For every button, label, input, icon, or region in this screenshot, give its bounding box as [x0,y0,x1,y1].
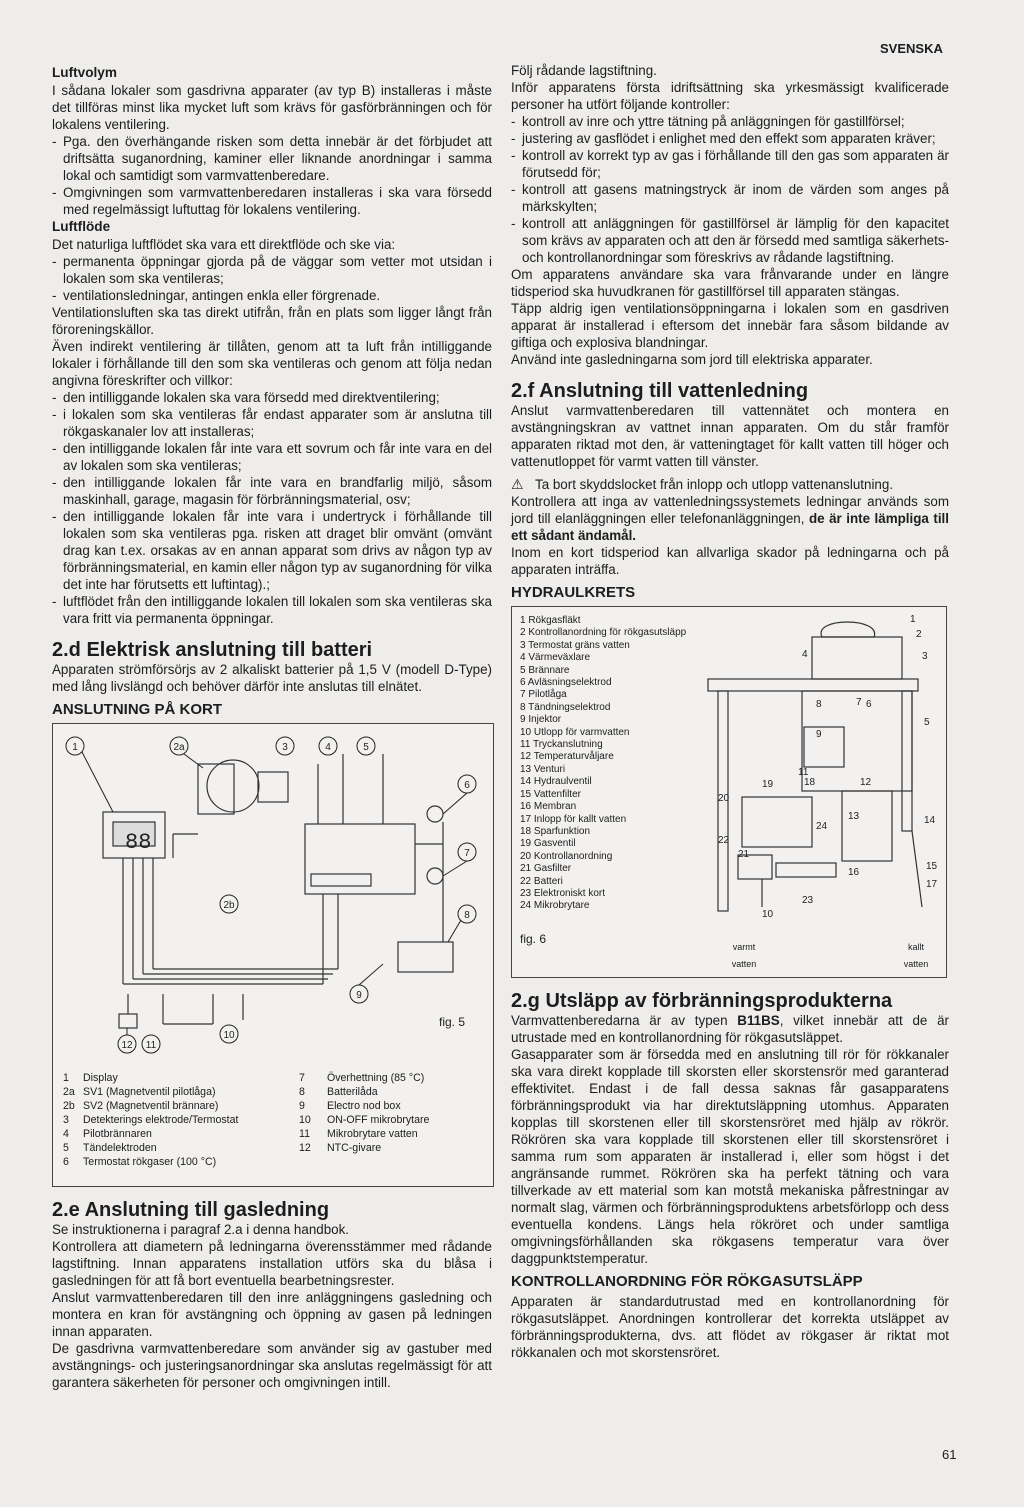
never-block-text: Täpp aldrig igen ventilationsöppningarna i lokalen som en gasdriven apparat är installerad i eftersom det innebär fara såsom bildande av giftiga och explosiva blandningar. [511,301,949,350]
luftvolym-heading: Luftvolym [52,65,117,80]
section-2f-title: 2.f Anslutning till vattenledning [511,380,809,402]
callout-2b: 2b [223,900,235,911]
luftflode-list [52,253,492,304]
legend-row: 2a SV1 (Magnetventil pilotlåga) 8 Batterilåda [63,1086,378,1098]
luftflode-heading: Luftflöde [52,219,111,234]
section-2f-paragraph: Inom en kort tidsperiod kan allvarliga skador på ledningarna och på apparaten inträffa. [511,545,949,577]
callout-17: 17 [926,879,938,890]
type-intro: Varmvattenberedarna är av typen [511,1013,738,1028]
hydraulkrets-heading: HYDRAULKRETS [511,584,636,601]
list-item: - kontroll av korrekt typ av gas i förhållande till den gas som apparaten är förutsedd för; [511,147,949,181]
heat-exchanger-top [812,637,902,679]
section-2g-paragraph: Apparaten är standardutrustad med en kontrollanordning för rökgasutsläppet. Anordningen kontrollerar det korrekta utsläppet av förbränningsprodukterna, dvs. att flödet av rökgaser är riktat mot rökkanalen och mot skorstensröret. [511,1294,949,1360]
legend-row: 6 Termostat rökgaser (100 °C) [63,1156,217,1168]
type-rest: , vilket innebär att de är utrustade med en kontrollanordning för rökgasutsläppet. [511,1013,949,1045]
list-item: - Pga. den överhängande risken som detta innebär är det förbjudet att driftsätta suganordning, kaminer eller liknande anordningar i samma lokal och samtidigt som varmvattenberedare. [52,133,492,184]
callout-1: 1 [72,742,78,753]
callout-12: 12 [121,1040,133,1051]
legend-item: 22 Batteri [520,875,563,887]
figure-5-legend [63,1071,483,1169]
legend-item: 4 Värmeväxlare [520,652,591,664]
callout-19: 19 [762,779,774,790]
figure-6-label: fig. 6 [520,932,547,946]
legend-item: 7 Pilotlåga [520,689,567,701]
gas-valve-coil [258,772,288,802]
follow-law-text: Följ rådande lagstiftning. [511,63,657,78]
section-2g-paragraph: Gasapparater som är försedda med en anslutning till rör för rökkanaler ska vara direkt kopplade till skorsten eller skorstensrör med garanterad effektivitet. Endast i de fall dessa saknas får gasapparatens förbränningsprodukt via har direktutsläppning utomhus. Apparaten kopplas till skorstenen eller till skorstensröret med hjälp av rökrör. Rökrören ska vara kopplade till skorstenen eller till skorstensröret i samma rum som apparaten är installerad i, eller som högst i det angränsande rummet. Rökrören ska ha perfekt tätning och vara tillverkade av ett material som kan motstå mekaniska påfrestningar av normalt slag, värmen och förbränningsproduktens arbetsförlopp och dess eventuella kondens. Längs hela rökröret och under samtliga omgivningsförhållanden ska rökgasens temperatur vara över daggpunktstemperatur. [511,1047,949,1266]
hydraulic-diagram-svg [512,607,946,977]
figure-5-label: fig. 5 [439,1015,466,1029]
page-number: 61 [942,1447,957,1462]
callout-2: 2 [916,629,922,640]
callout-13: 13 [848,811,860,822]
callout-5: 5 [363,742,369,753]
gas-valve-block [198,764,234,814]
legend-item: 16 Membran [520,801,577,813]
callout-20: 20 [718,793,730,804]
hot-water-label: varmt vatten [731,942,757,969]
section-2e-paragraph: Anslut varmvattenberedaren till den inre anläggningens gasledning och montera en kran för avstängning och öppning av gasen på ledningen innan apparaten. [52,1290,492,1339]
callout-11: 11 [145,1040,157,1051]
section-2d-title: 2.d Elektrisk anslutning till batteri [52,639,373,661]
callout-12: 12 [860,777,872,788]
callout-5: 5 [924,717,930,728]
right-column [511,62,949,1361]
anslutning-heading: ANSLUTNING PÅ KORT [52,701,222,718]
legend-item: 2 Kontrollanordning för rökgasutsläpp [520,627,687,639]
callout-15: 15 [926,861,938,872]
gas-valve-block [742,797,812,847]
section-2e-paragraph: Kontrollera att diametern på ledningarna överensstämmer med rådande lagstiftning. Innan apparatens installation utförs ska du blåsa i gasledningen för att få bort eventuella bearbetningsrester. [52,1239,492,1288]
callout-3: 3 [282,742,288,753]
callout-7: 7 [464,848,470,859]
electronic-board [776,863,836,877]
legend-item: 20 Kontrollanordning [520,850,613,862]
luftflode-intro: Det naturliga luftflödet ska vara ett direktflöde och ske via: [52,237,396,252]
section-2e-paragraph: Se instruktionerna i paragraf 2.a i denna handbok. [52,1222,350,1237]
list-item: - Omgivningen som varmvattenberedaren installeras i ska vara försedd med regelmässigt luftuttag för lokalens ventilering. [52,184,492,218]
section-2f-paragraph: Anslut varmvattenberedaren till vattennätet och montera en avstängningskran av vattnet innan apparaten. Om du står framför apparaten riktad mot den, är vatteningtaget för kallt vatten till höger och vattenutloppet för varmt vatten till vänster. [511,403,949,469]
type-code: B11BS [737,1013,780,1028]
luftflode-paragraph: Även indirekt ventilering är tillåten, genom att ta luft från intilliggande lokaler i förhållande till den som ska ventileras och genom att följa nedan angivna föreskrifter och villkor: [52,339,492,388]
list-item: - den intilliggande lokalen får inte vara en brandfarlig miljö, såsom maskinhall, garage, magasin för förbränningsmaterial, osv; [52,474,492,508]
callout-1: 1 [910,614,916,625]
callout-23: 23 [802,895,814,906]
display-digits: 88 [125,830,152,855]
section-2g-paragraph [511,1012,949,1046]
legend-item: 11 Tryckanslutning [520,739,603,751]
legend-row: 5 Tändelektroden 12 NTC-givare [63,1142,382,1154]
legend-item: 3 Termostat gräns vatten [520,639,630,651]
callout-8: 8 [816,699,822,710]
callout-11: 11 [798,767,809,778]
legend-item: 14 Hydraulventil [520,776,592,788]
legend-item: 24 Mikrobrytare [520,900,590,912]
control-box [305,824,415,894]
callout-10: 10 [223,1030,235,1041]
legend-item: 9 Injektor [520,714,562,726]
callout-16: 16 [848,867,860,878]
pipe-top [708,679,918,691]
fan-hood [821,622,875,637]
list-item: - luftflödet från den intilliggande lokalen till lokalen som ska ventileras ska vara fritt via permanenta öppningar. [52,593,492,627]
callout-22: 22 [718,835,730,846]
list-item: - kontroll att anläggningen för gastillförsel är lämplig för den kapacitet som krävs av apparaten och att den är försedd med samtliga säkerhets- och kontrollanordningar som föreskrivs av rådande lagstiftning. [511,215,949,266]
callout-9: 9 [816,729,822,740]
cold-water-label: kallt vatten [903,942,929,969]
callout-4: 4 [325,742,331,753]
warning-text: Ta bort skyddslocket från inlopp och utlopp vattenanslutning. [535,477,894,492]
legend-item: 15 Vattenfilter [520,788,581,800]
callout-24: 24 [816,821,828,832]
figure-5-wiring-diagram [52,723,494,1187]
list-item: - justering av gasflödet i enlighet med den effekt som apparaten kräver; [511,130,949,147]
legend-item: 5 Brännare [520,664,570,676]
callout-10: 10 [762,909,774,920]
callout-6: 6 [866,699,872,710]
kontrollanordning-heading: KONTROLLANORDNING FÖR RÖKGASUTSLÄPP [511,1273,863,1290]
ground-warning-bold: de är inte lämpliga till ett sådant ändamål. [511,511,949,543]
figure-6-hydraulic-diagram [511,606,947,978]
section-2e-paragraph: De gasdrivna varmvattenberedare som använder sig av gastuber med avstängnings- och justeringsanordningar ska anslutas regelmässigt för att garantera säkerheten för personer och omgivningen intill. [52,1341,492,1390]
section-2g-title: 2.g Utsläpp av förbränningsprodukterna [511,990,893,1012]
legend-item: 21 Gasfilter [520,863,572,875]
checks-intro: Inför apparatens första idriftsättning ska yrkesmässigt kvalificerade personer ha utfört följande kontroller: [511,80,949,112]
legend-item: 23 Elektroniskt kort [520,887,606,899]
warning-triangle-icon: ⚠ [511,476,524,492]
connector-strip [311,874,371,886]
checks-list [511,113,949,266]
callout-14: 14 [924,815,936,826]
callout-21: 21 [738,849,750,860]
list-item: - permanenta öppningar gjorda på de väggar som vetter mot utsidan i lokalen som ska ventileras; [52,253,492,287]
absent-text: Om apparatens användare ska vara frånvarande under en längre tidsperiod ska huvudkranen för gastillförsel till apparaten stängas. [511,267,949,299]
hydraulic-valve [842,791,892,861]
section-2e-title: 2.e Anslutning till gasledning [52,1199,330,1221]
section-2d-text: Apparaten strömförsörjs av 2 alkaliskt batterier på 1,5 V (modell D-Type) med lång livslängd och behöver därför inte anslutas till elnätet. [52,662,492,694]
warning-note [511,476,949,493]
legend-item: 6 Avläsningselektrod [520,677,612,689]
list-item: - i lokalen som ska ventileras får endast apparater som är anslutna till rökgaskanaler lov att installeras; [52,406,492,440]
callout-6: 6 [464,780,470,791]
legend-row: 1 Display 7 Överhettning (85 °C) [63,1072,425,1084]
legend-item: 17 Inlopp för kallt vatten [520,813,627,825]
callout-2a: 2a [173,742,185,753]
luftvolym-intro: I sådana lokaler som gasdrivna apparater (av typ B) installeras i måste det tillföras minst lika mycket luft som krävs för gasförbränningen och för lokalens ventilering. [52,83,492,132]
legend-row: 4 Pilotbrännaren 11 Mikrobrytare vatten [63,1128,418,1140]
luftflode-paragraph: Ventilationsluften ska tas direkt utifrån, från en plats som ligger långt från föroreningskällor. [52,305,492,337]
burner-detail [804,727,844,767]
gas-valve-body [207,760,259,812]
callout-8: 8 [464,910,470,921]
callout-7: 7 [856,697,862,708]
left-column [52,64,492,1391]
list-item: - den intilliggande lokalen får inte vara ett sovrum och får inte vara en del av lokalen som ska ventileras; [52,440,492,474]
legend-row: 3 Detekterings elektrode/Termostat 10 ON-OFF mikrobrytare [63,1114,430,1126]
list-item: - ventilationsledningar, antingen enkla eller förgrenade. [52,287,492,304]
luftflode-conditions [52,389,492,627]
legend-item: 1 Rökgasfläkt [520,615,581,626]
list-item: - den intilliggande lokalen får inte vara i undertryck i förhållande till lokalen som ska ventileras pga. risken att draget blir omvänt (omvänt drag kan t.ex. orsakas av en annan apparat som drivs av någon typ av förbränningsmaterial, en kamin eller någon typ av suganordning för vilka det inte har förutsetts ett luftintag).; [52,508,492,593]
legend-item: 13 Venturi [520,763,566,775]
list-item: - kontroll att gasens matningstryck är inom de värden som anges på märkskylten; [511,181,949,215]
ground-warning-text: Kontrollera att inga av vattenledningssystemets ledningar används som jord till elanläggningen eller telefonanläggningen, [511,494,949,526]
battery-box [398,942,453,972]
legend-item: 19 Gasventil [520,838,576,850]
list-item: - kontroll av inre och yttre tätning på anläggningen för gastillförsel; [511,113,949,130]
list-item: - den intilliggande lokalen ska vara försedd med direktventilering; [52,389,492,406]
legend-row: 2b SV2 (Magnetventil brännare) 9 Electro nod box [63,1100,401,1112]
language-label: SVENSKA [880,41,943,56]
callout-4: 4 [802,649,808,660]
callout-3: 3 [922,651,928,662]
legend-item: 18 Sparfunktion [520,825,591,837]
callout-9: 9 [356,990,362,1001]
legend-item: 8 Tändningselektrod [520,701,611,713]
legend-item: 10 Utlopp för varmvatten [520,726,630,738]
legend-item: 12 Temperaturvåljare [520,751,614,763]
luftvolym-list [52,133,492,218]
cold-water-pipe [902,691,912,831]
ground-text: Använd inte gasledningarna som jord till elektriska apparater. [511,352,873,367]
section-2f-paragraph [511,493,949,544]
callout-18: 18 [804,777,816,788]
